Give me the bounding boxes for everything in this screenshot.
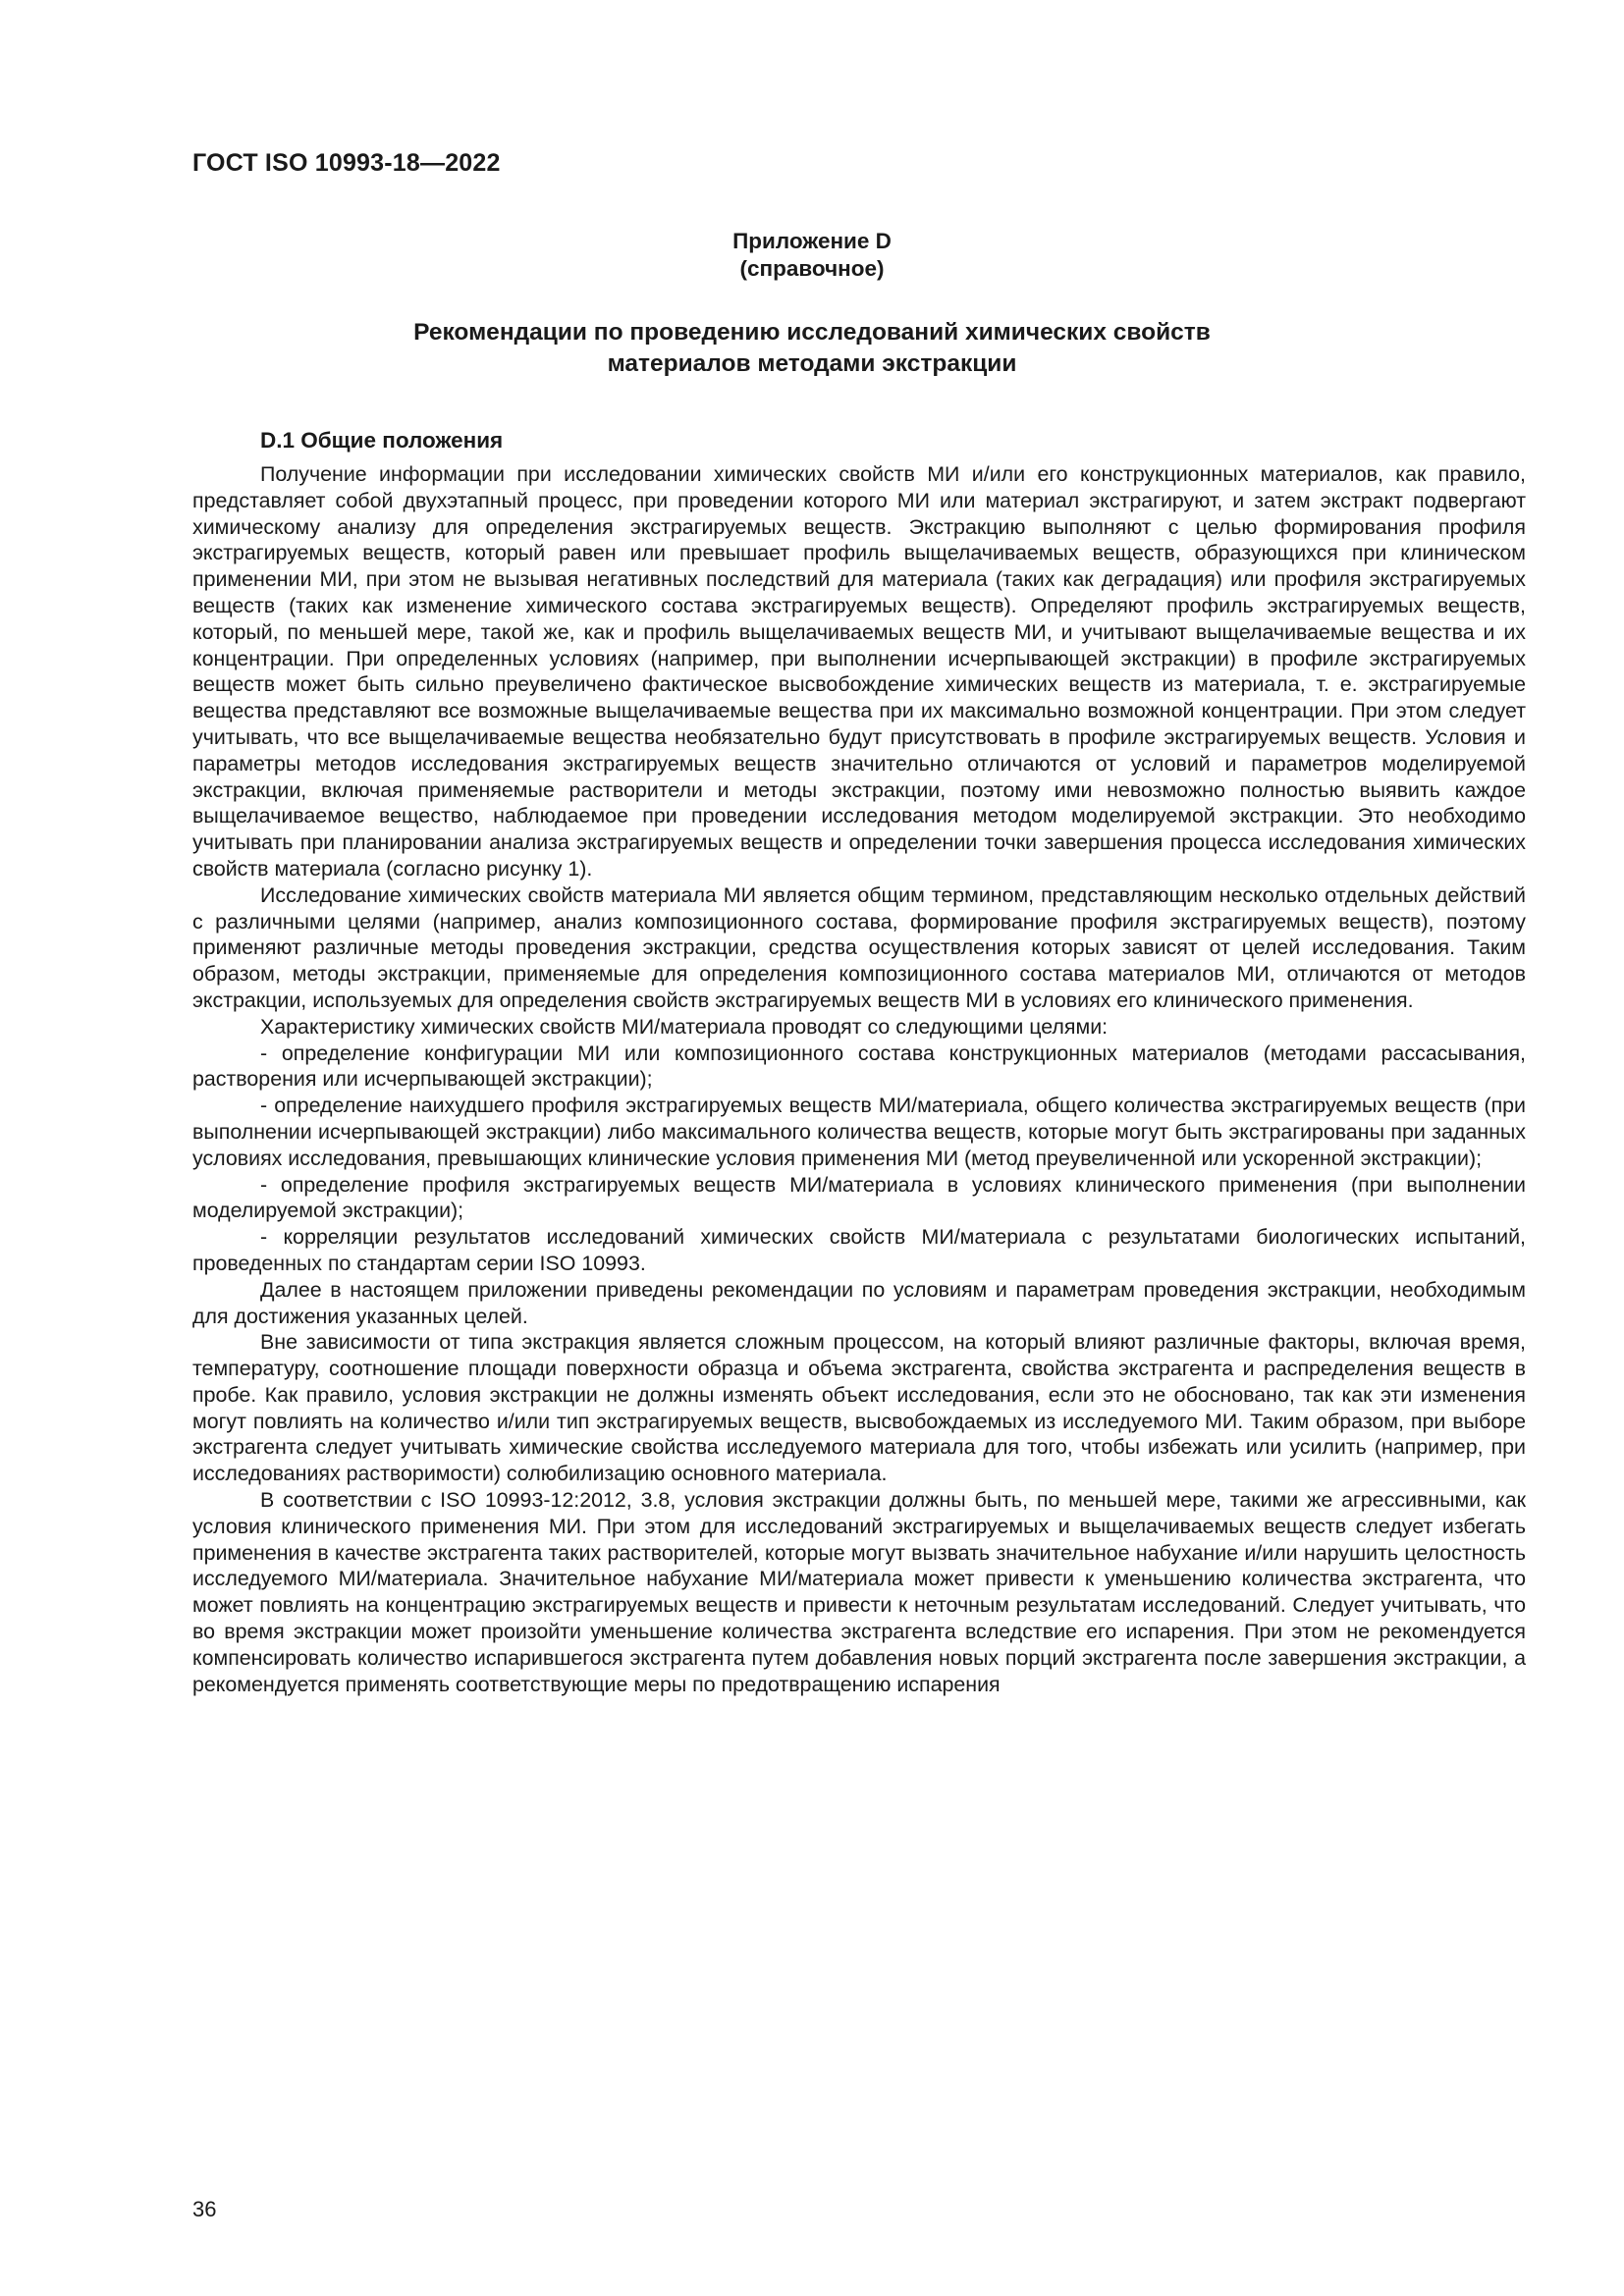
appendix-title (0, 317, 1624, 380)
appendix-title-line-1: Рекомендации по проведению исследований химических свойств (413, 319, 1211, 346)
section-heading: D.1 Общие положения (260, 428, 504, 453)
list-item: - корреляции результатов исследований химических свойств МИ/материала с результатами биологических испытаний, проведенных по стандартам серии ISO 10993. (192, 1225, 1526, 1275)
list-item: - определение конфигурации МИ или композиционного состава конструкционных материалов (методами рассасывания, растворения или исчерпывающей экстракции); (192, 1041, 1526, 1092)
appendix-label: Приложение D (732, 229, 892, 253)
paragraph: Вне зависимости от типа экстракция является сложным процессом, на который влияют различные факторы, включая время, температуру, соотношение площади поверхности образца и объема экстрагента, свойства экстрагента и распределения веществ в пробе. Как правило, условия экстракции не должны изменять объект исследования, если это не обосновано, так как эти изменения могут повлиять на количество и/или тип экстрагируемых веществ, высвобождаемых из исследуемого МИ. Таким образом, при выборе экстрагента следует учитывать химические свойства исследуемого материала для того, чтобы избежать или усилить (например, при исследованиях растворимости) солюбилизацию основного материала. (192, 1330, 1526, 1486)
paragraph: В соответствии с ISO 10993-12:2012, 3.8, условия экстракции должны быть, по меньшей мере, такими же агрессивными, как условия клинического применения МИ. При этом для исследований экстрагируемых и выщелачиваемых веществ следует избегать применения в качестве экстрагента таких растворителей, которые могут вызвать значительное набухание и/или нарушить целостность исследуемого МИ/материала. Значительное набухание МИ/материала может привести к уменьшению количества экстрагента, что может повлиять на концентрацию экстрагируемых веществ и привести к неточным результатам исследований. Следует учитывать, что во время экстракции может произойти уменьшение количества экстрагента вследствие его испарения. При этом не рекомендуется компенсировать количество испарившегося экстрагента путем добавления новых порций экстрагента после завершения экстракции, а рекомендуется применять соответствующие меры по предотвращению испарения (192, 1488, 1526, 1696)
list-item: - определение наихудшего профиля экстрагируемых веществ МИ/материала, общего количества экстрагируемых веществ (при выполнении исчерпывающей экстракции) либо максимального количества веществ, которые могут быть экстрагированы при заданных условиях исследования, превышающих клинические условия применения МИ (метод преувеличенной или ускоренной экстракции); (192, 1094, 1526, 1170)
paragraph: Исследование химических свойств материала МИ является общим термином, представляющим несколько отдельных действий с различными целями (например, анализ композиционного состава, формирование профиля экстрагируемых веществ), поэтому применяют различные методы проведения экстракции, средства осуществления которых зависят от целей исследования. Таким образом, методы экстракции, применяемые для определения композиционного состава материалов МИ, отличаются от методов экстракции, используемых для определения свойств экстрагируемых веществ МИ в условиях его клинического применения. (192, 882, 1526, 1012)
document-code-header: ГОСТ ISO 10993-18—2022 (192, 149, 501, 177)
paragraph: Характеристику химических свойств МИ/материала проводят со следующими целями: (260, 1014, 1109, 1039)
appendix-heading (0, 228, 1624, 283)
page-number: 36 (192, 2197, 217, 2221)
list-item: - определение профиля экстрагируемых веществ МИ/материала в условиях клинического применения (при выполнении моделируемой экстракции); (192, 1172, 1526, 1223)
appendix-kind: (справочное) (739, 256, 885, 281)
appendix-title-line-2: материалов методами экстракции (607, 350, 1017, 377)
body-text (192, 461, 1526, 1697)
paragraph: Получение информации при исследовании химических свойств МИ и/или его конструкционных материалов, как правило, представляет собой двухэтапный процесс, при проведении которого МИ или материал экстрагируют, и затем экстракт подвергают химическому анализу для определения экстрагируемых веществ. Экстракцию выполняют с целью формирования профиля экстрагируемых веществ, который равен или превышает профиль выщелачиваемых веществ, образующихся при клиническом применении МИ, при этом не вызывая негативных последствий для материала (таких как деградация) или профиля экстрагируемых веществ (таких как изменение химического состава экстрагируемых веществ). Определяют профиль экстрагируемых веществ, который, по меньшей мере, такой же, как и профиль выщелачиваемых веществ МИ, и учитывают выщелачиваемые вещества и их концентрации. При определенных условиях (например, при выполнении исчерпывающей экстракции) в профиле экстрагируемых веществ может быть сильно преувеличено фактическое высвобождение химических веществ из материала, т. е. экстрагируемые вещества представляют все возможные выщелачиваемые вещества при их максимально возможной концентрации. При этом следует учитывать, что все выщелачиваемые вещества необязательно будут присутствовать в профиле экстрагируемых веществ. Условия и параметры методов исследования экстрагируемых веществ значительно отличаются от условий и параметров моделируемой экстракции, включая применяемые растворители и методы экстракции, поэтому ими невозможно полностью выявить каждое выщелачиваемое вещество, наблюдаемое при проведении исследования методом моделируемой экстракции. Это необходимо учитывать при планировании анализа экстрагируемых веществ и определении точки завершения процесса исследования химических свойств материала (согласно рисунку 1). (192, 462, 1526, 881)
paragraph: Далее в настоящем приложении приведены рекомендации по условиям и параметрам проведения экстракции, необходимым для достижения указанных целей. (192, 1277, 1526, 1328)
